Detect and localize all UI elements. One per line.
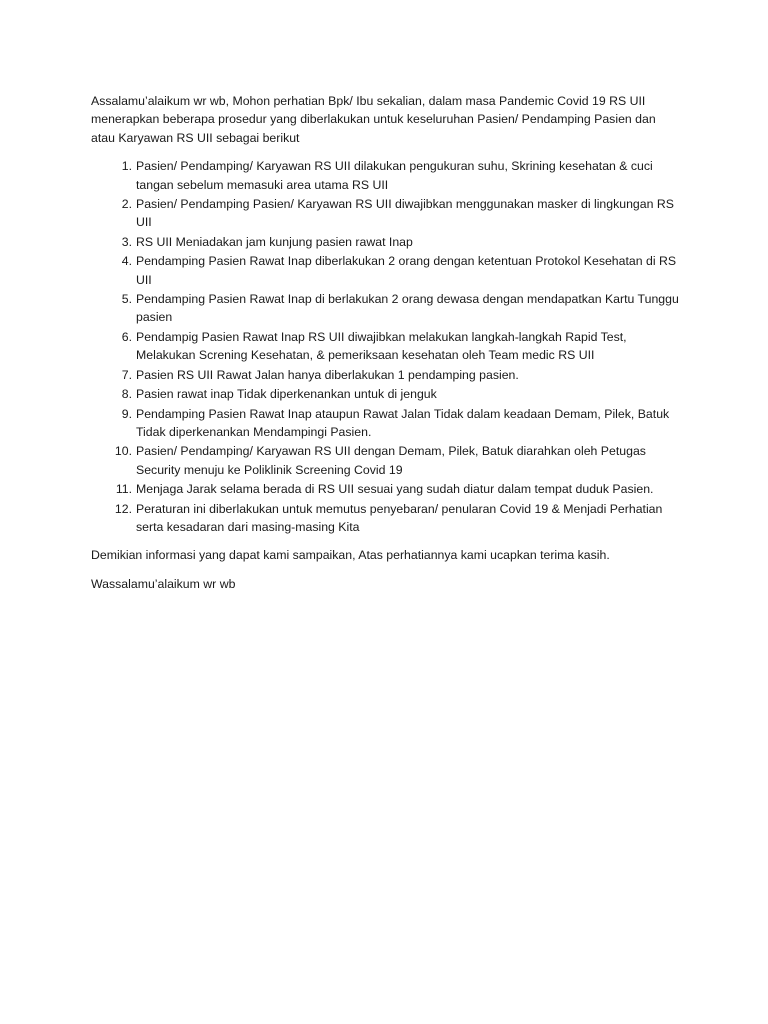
- list-item-number: 11.: [115, 482, 132, 497]
- list-item-text: Pasien rawat inap Tidak diperkenankan untuk di jenguk: [136, 387, 437, 402]
- list-item-number: 4.: [121, 254, 132, 269]
- list-item: [91, 328, 681, 365]
- list-item-text: Pendamping Pasien Rawat Inap diberlakukan 2 orang dengan ketentuan Protokol Kesehatan di RS UII: [136, 254, 677, 287]
- signoff-text: Wassalamu’alaikum wr wb: [91, 576, 236, 591]
- list-item-text: Pendamping Pasien Rawat Inap ataupun Rawat Jalan Tidak dalam keadaan Demam, Pilek, Batuk Tidak diperkenankan Mendampingi Pasien.: [136, 406, 670, 439]
- list-item-text: Pasien/ Pendamping/ Karyawan RS UII dengan Demam, Pilek, Batuk diarahkan oleh Petugas Security menuju ke Poliklinik Screening Covid 19: [136, 444, 646, 477]
- list-item-number: 2.: [121, 197, 132, 212]
- list-item: [91, 252, 681, 289]
- list-item: [91, 195, 681, 232]
- list-item: [91, 157, 681, 194]
- list-item-text: Pasien RS UII Rawat Jalan hanya diberlakukan 1 pendamping pasien.: [136, 367, 519, 382]
- list-item: [91, 233, 681, 251]
- closing-paragraph: Demikian informasi yang dapat kami sampaikan, Atas perhatiannya kami ucapkan terima kasih.: [91, 548, 610, 563]
- list-item-text: Pasien/ Pendamping/ Karyawan RS UII dilakukan pengukuran suhu, Skrining kesehatan & cuci tangan sebelum memasuki area utama RS UII: [136, 159, 653, 192]
- list-item-text: Pendampig Pasien Rawat Inap RS UII diwajibkan melakukan langkah-langkah Rapid Test, Melakukan Screning Kesehatan, & pemeriksaan kesehatan oleh Team medic RS UII: [136, 329, 627, 363]
- list-item: [91, 480, 681, 498]
- list-item-text: RS UII Meniadakan jam kunjung pasien rawat Inap: [136, 234, 413, 249]
- document-body: [91, 92, 681, 593]
- list-item-number: 1.: [121, 159, 132, 174]
- procedure-list: [91, 157, 681, 536]
- list-item: [91, 290, 681, 327]
- list-item-text: Peraturan ini diberlakukan untuk memutus penyebaran/ penularan Covid 19 & Menjadi Perhatian serta kesadaran dari masing-masing Kita: [136, 501, 663, 534]
- list-item-number: 8.: [121, 387, 132, 402]
- list-item-number: 3.: [121, 234, 132, 249]
- intro-paragraph: Assalamu’alaikum wr wb, Mohon perhatian Bpk/ Ibu sekalian, dalam masa Pandemic Covid 19 RS UII menerapkan beberapa prosedur yang diberlakukan untuk keseluruhan Pasien/ Pendamping Pasien dan atau Karyawan RS UII sebagai berikut: [91, 94, 656, 145]
- list-item: [91, 385, 681, 403]
- list-item-text: Menjaga Jarak selama berada di RS UII sesuai yang sudah diatur dalam tempat duduk Pasien.: [136, 482, 654, 497]
- list-item-number: 6.: [121, 329, 132, 344]
- list-item-number: 10.: [114, 444, 132, 459]
- list-item-number: 9.: [121, 406, 132, 421]
- list-item: [91, 405, 681, 442]
- list-item-text: Pasien/ Pendamping Pasien/ Karyawan RS UII diwajibkan menggunakan masker di lingkungan RS UII: [136, 197, 674, 230]
- list-item-number: 12.: [114, 501, 132, 516]
- list-item: [91, 442, 681, 479]
- list-item-number: 5.: [121, 292, 132, 307]
- list-item-text: Pendamping Pasien Rawat Inap di berlakukan 2 orang dewasa dengan mendapatkan Kartu Tunggu pasien: [136, 292, 679, 325]
- list-item: [91, 500, 681, 537]
- list-item: [91, 366, 681, 384]
- list-item-number: 7.: [121, 367, 132, 382]
